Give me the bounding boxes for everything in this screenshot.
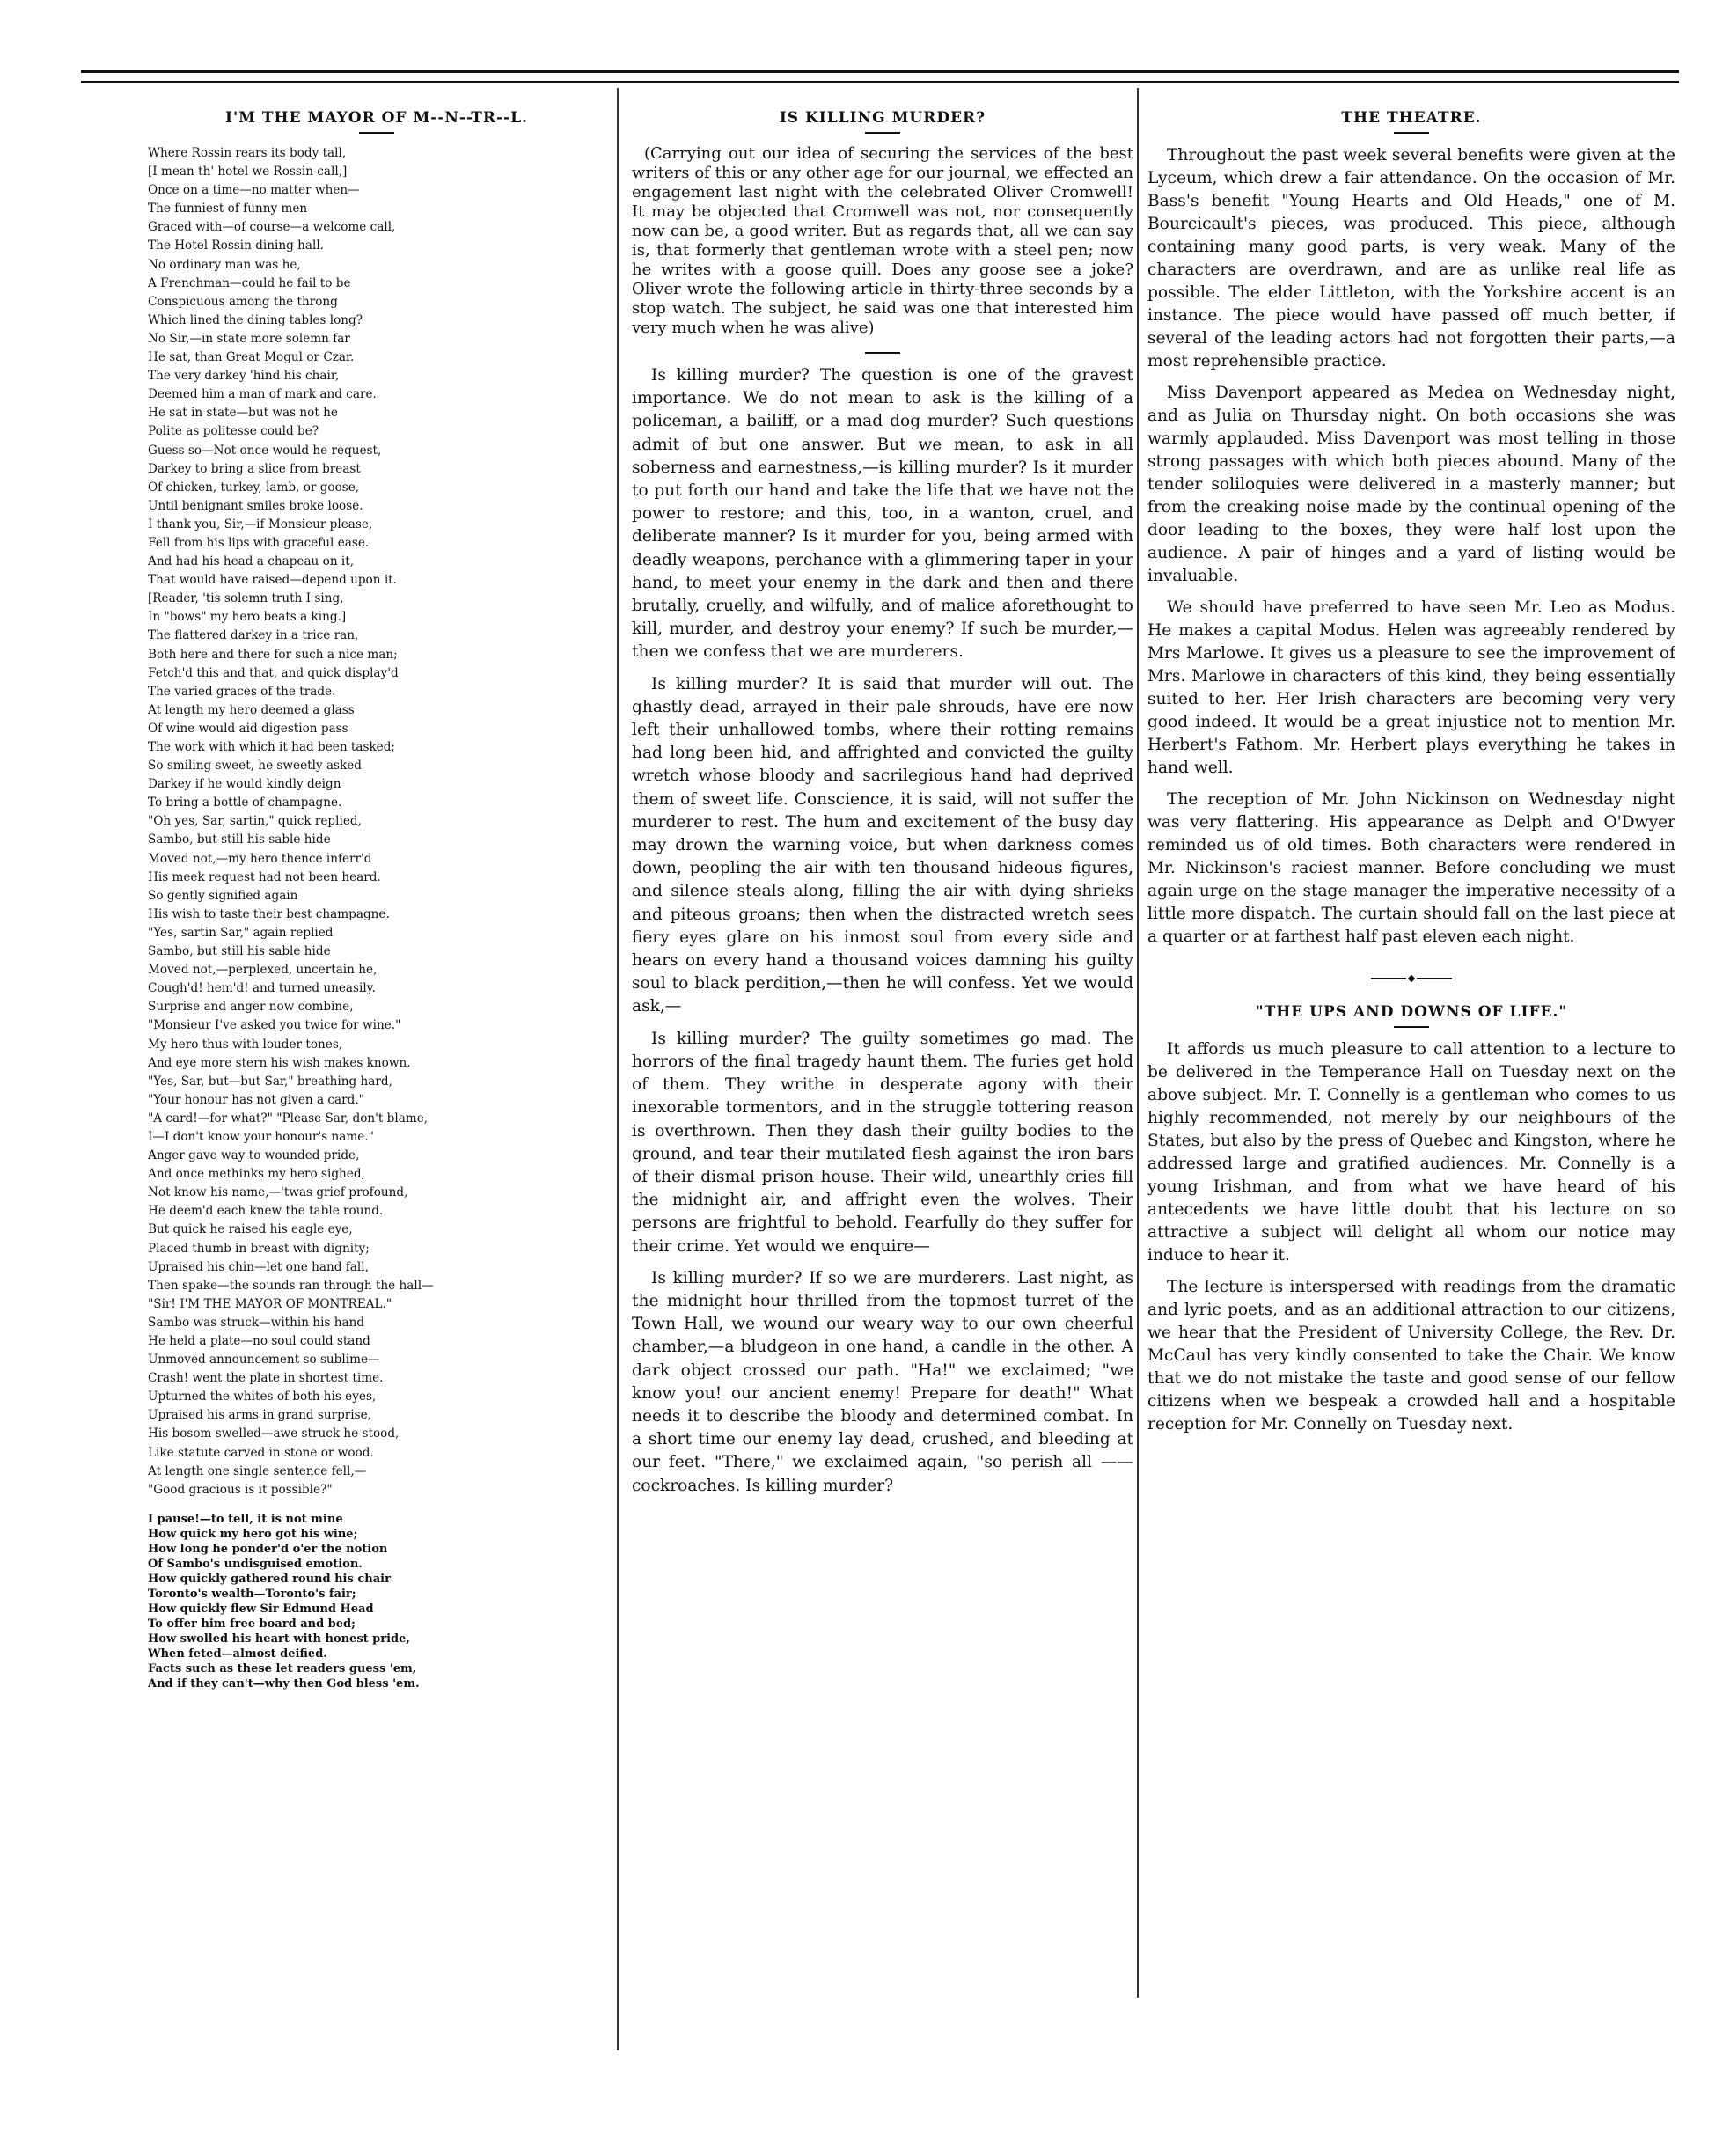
verse-line: Upraised his chin—let one hand fall, [148, 1259, 369, 1274]
verse-line: "Sir! I'M THE MAYOR OF MONTREAL." [148, 1296, 392, 1311]
verse-line: I pause!—to tell, it is not mine [148, 1512, 343, 1526]
verse-line: Once on a time—no matter when— [148, 183, 360, 198]
paragraph: The reception of Mr. John Nickinson on Wednesday night was very flattering. His appearance as Delph and O'Dwyer reminded us of old times. Both characters were rendered in Mr. Nickinson's raciest manner. Before concluding we must again urge on the stage manager the imperative necessity of a little more dispatch. The curtain should fall on the last piece at a quarter or at farthest half past eleven each night. [1147, 790, 1675, 946]
verse-line: He deem'd each knew the table round. [148, 1204, 384, 1219]
verse-line: The flattered darkey in a trice ran, [148, 628, 359, 643]
verse-line: [Reader, 'tis solemn truth I sing, [148, 591, 344, 606]
poem-closing-stanza [148, 1512, 605, 1691]
verse-line: At length one single sentence fell,— [148, 1463, 367, 1478]
verse-line: I—I don't know your honour's name." [148, 1129, 374, 1144]
verse-line: To offer him free board and bed; [148, 1617, 356, 1631]
verse-line: No Sir,—in state more solemn far [148, 331, 350, 346]
verse-line: To bring a bottle of champagne. [148, 796, 342, 810]
verse-line: Of wine would aid digestion pass [148, 721, 348, 736]
verse-line: My hero thus with louder tones, [148, 1037, 343, 1052]
verse-line: Sambo, but still his sable hide [148, 832, 331, 847]
verse-line: Of Sambo's undisguised emotion. [148, 1557, 363, 1571]
verse-line: "Yes, Sar, but—but Sar," breathing hard, [148, 1074, 392, 1089]
verse-line: Sambo was struck—within his hand [148, 1315, 365, 1330]
verse-line: When feted—almost deified. [148, 1646, 327, 1661]
verse-line: Surprise and anger now combine, [148, 1000, 354, 1015]
paragraph: Is killing murder? It is said that murder will out. The ghastly dead, arrayed in their pale shrouds, have ere now left their unhallowed tombs, where their rotting remains had long been hid, and affrighted and convicted the guilty wretch whose bloody and sacrilegious hand had deprived them of sweet life. Conscience, it is said, will not suffer the murderer to rest. The hum and excitement of the busy day may drown the warning voice, but when darkness comes down, peopling the air with ten thousand hideous figures, and silence steals along, filling the air with dying shrieks and piteous groans; then when the distracted wretch sees fiery eyes glare on his inmost soul from every side and hears on every hand a thousand voices damning his guilty soul to black perdition,—then he will confess. Yet we would ask,— [632, 674, 1133, 1016]
verse-line: In "bows" my hero beats a king.] [148, 610, 347, 625]
editorial-note-text: (Carrying out our idea of securing the services of the best writers of this or any other age for our journal, we effected an engagement last night with the celebrated Oliver Cromwell! It may be objected that Cromwell was not, nor consequently now can be, a good writer. But as regards that, all we can say is, that formerly that gentleman wrote with a steel pen; now he writes with a goose quill. Does any goose see a joke? Oliver wrote the following article in thirty-three seconds by a stop watch. The subject, he said was one that interested him very much when he was alive) [632, 144, 1133, 337]
verse-line: Not know his name,—'twas grief profound, [148, 1185, 408, 1200]
paragraph: Miss Davenport appeared as Medea on Wednesday night, and as Julia on Thursday night. On both occasions she was warmly applauded. Miss Davenport was most telling in those strong passages with which both pieces abound. Many of the tender soliloquies were delivered in a masterly manner; but from the creaking noise made by the continual opening of the door leading to the boxes, they were half lost upon the audience. A pair of hinges and a yard of listing would be invaluable. [1147, 384, 1675, 585]
verse-line: [I mean th' hotel we Rossin call,] [148, 165, 348, 180]
paragraph: Is killing murder? If so we are murderers. Last night, as the midnight hour thrilled from the topmost turret of the Town Hall, we wound our weary way to our own cheerful chamber,—a bludgeon in one hand, a candle in the other. A dark object crossed our path. "Ha!" we exclaimed; "we know you! our ancient enemy! Prepare for death!" What needs it to describe the bloody and determined combat. In a short time our enemy lay dead, crushed, and bleeding at our feet. "There," we exclaimed again, "so perish all —— cockroaches. Is killing murder? [632, 1268, 1133, 1495]
paragraph: We should have preferred to have seen Mr. Leo as Modus. He makes a capital Modus. Helen was agreeably rendered by Mrs Marlowe. It gives us a pleasure to see the improvement of Mrs. Marlowe in characters of this kind, they being essentially suited to her. Her Irish characters are becoming very very good indeed. It would be a great injustice not to mention Mr. Herbert's Fathom. Mr. Herbert plays everything he takes in hand well. [1147, 598, 1675, 777]
verse-line: The very darkey 'hind his chair, [148, 369, 340, 384]
theatre-title: THE THEATRE. [1341, 109, 1482, 127]
verse-line: Upraised his arms in grand surprise, [148, 1408, 371, 1423]
verse-line: Moved not,—my hero thence inferr'd [148, 851, 372, 866]
verse-line: He sat, than Great Mogul or Czar. [148, 350, 355, 365]
verse-line: He held a plate—no soul could stand [148, 1334, 370, 1348]
poem-body [148, 144, 605, 1500]
theatre-body [1147, 144, 1675, 949]
verse-line: Graced with—of course—a welcome call, [148, 220, 396, 235]
verse-line: He sat in state—but was not he [148, 406, 338, 421]
verse-line: Both here and there for such a nice man; [148, 647, 398, 662]
verse-line: Anger gave way to wounded pride, [148, 1148, 360, 1163]
column-divider [617, 88, 619, 2050]
article-body [632, 364, 1133, 1498]
masthead-rule [81, 70, 1679, 83]
verse-line: How long he ponder'd o'er the notion [148, 1542, 388, 1556]
verse-line: "A card!—for what?" "Please Sar, don't blame, [148, 1111, 429, 1126]
column-divider [1137, 88, 1139, 1998]
paragraph: Throughout the past week several benefits were given at the Lyceum, which drew a fair attendance. On the occasion of Mr. Bass's benefit "Young Hearts and Old Heads," one of M. Bourcicault's pieces, was produced. This piece, although containing many good parts, is very weak. Many of the characters are overdrawn, and are as unlike real life as possible. The elder Littleton, with the Yorkshire accent is an instance. The piece would have passed off much better, if several of the leading actors had not forgotten their parts,—a most reprehensible practice. [1147, 146, 1675, 370]
verse-line: Upturned the whites of both his eyes, [148, 1390, 377, 1404]
article-title: IS KILLING MURDER? [779, 109, 986, 127]
verse-line: Crash! went the plate in shortest time. [148, 1371, 384, 1386]
paragraph: The lecture is interspersed with readings from the dramatic and lyric poets, and as an additional attraction to our citizens, we hear that the President of University College, the Rev. Dr. McCaul has very kindly consented to take the Chair. We know that we do not mistake the taste and good sense of our fellow citizens when we bespeak a crowded hall and a hospitable reception for Mr. Connelly on Tuesday next. [1147, 1278, 1675, 1434]
verse-line: How swolled his heart with honest pride, [148, 1632, 410, 1646]
paragraph: Is killing murder? The question is one of the gravest importance. We do not mean to ask is the killing of a policeman, a bailiff, or a mad dog murder? Such questions admit of but one answer. But we mean, to ask in all soberness and earnestness,—is killing murder? Is it murder to put forth our hand and take the life that we have not the power to restore; and this, too, in a wanton, cruel, and deliberate manner? Is it murder for you, being armed with deadly weapons, perchance with a glimmering taper in your hand, to meet your enemy in the dark and then and there brutally, cruelly, and wilfully, and of malice aforethought to kill, murder, and destroy your enemy? If such be murder,—then we confess that we are murderers. [632, 366, 1133, 662]
verse-line: Of chicken, turkey, lamb, or goose, [148, 480, 360, 495]
section-ornament [1147, 972, 1675, 986]
verse-line: How quickly gathered round his chair [148, 1572, 391, 1586]
verse-line: No ordinary man was he, [148, 257, 301, 272]
verse-line: Like statute carved in stone or wood. [148, 1445, 374, 1460]
verse-line: And if they can't—why then God bless 'em. [148, 1676, 420, 1690]
verse-line: But quick he raised his eagle eye, [148, 1222, 353, 1237]
title-rule [1394, 132, 1429, 134]
verse-line: That would have raised—depend upon it. [148, 573, 397, 588]
verse-line: "Yes, sartin Sar," again replied [148, 925, 334, 940]
column-poem [148, 93, 605, 2117]
verse-line: Which lined the dining tables long? [148, 312, 363, 327]
verse-line: Deemed him a man of mark and care. [148, 387, 377, 402]
verse-line: And eye more stern his wish makes known. [148, 1055, 411, 1070]
title-rule [359, 132, 394, 134]
verse-line: Then spake—the sounds ran through the hall— [148, 1278, 434, 1293]
verse-line: The varied graces of the trade. [148, 684, 336, 699]
verse-line: Placed thumb in breast with dignity; [148, 1241, 370, 1256]
paragraph: It affords us much pleasure to call attention to a lecture to be delivered in the Temperance Hall on Tuesday next on the above subject. Mr. T. Connelly is a gentleman who comes to us highly recommended, not merely by our neighbours of the States, but also by the press of Quebec and Kingston, where he addressed large and gratified audiences. Mr. Connelly is a young Irishman, and from what we have heard of his antecedents we have little doubt that his lecture on so attractive a subject will delight all whom our notice may induce to hear it. [1147, 1040, 1675, 1265]
editorial-note [632, 144, 1133, 338]
paragraph: Is killing murder? The guilty sometimes go mad. The horrors of the final tragedy haunt them. The furies get hold of them. They writhe in desperate agony with their inexorable tormentors, and in the struggle tottering reason is overthrown. Then they dash their guilty bodies to the ground, and tear their mutilated flesh against the iron bars of their dismal prison house. Their wild, unearthly cries fill the midnight air, and affright even the wolves. Their persons are frightful to behold. Fearfully do they suffer for their crime. Yet would we enquire— [632, 1029, 1133, 1256]
poem-title: I'M THE MAYOR OF M--N--TR--L. [225, 109, 528, 127]
verse-line: "Oh yes, Sar, sartin," quick replied, [148, 814, 362, 829]
verse-line: And once methinks my hero sighed, [148, 1167, 365, 1182]
verse-line: I thank you, Sir,—if Monsieur please, [148, 517, 373, 532]
verse-line: And had his head a chapeau on it, [148, 554, 355, 569]
lecture-title: "THE UPS AND DOWNS OF LIFE." [1255, 1003, 1568, 1021]
verse-line: Darkey to bring a slice from breast [148, 461, 361, 476]
verse-line: Cough'd! hem'd! and turned uneasily. [148, 981, 376, 996]
verse-line: Fell from his lips with graceful ease. [148, 535, 370, 550]
verse-line: Facts such as these let readers guess 'em, [148, 1661, 417, 1676]
verse-line: The funniest of funny men [148, 202, 308, 216]
verse-line: "Good gracious is it possible?" [148, 1482, 333, 1497]
column-article-killing [632, 93, 1133, 2117]
title-rule [1394, 1026, 1429, 1028]
verse-line: The work with which it had been tasked; [148, 740, 396, 754]
verse-line: How quickly flew Sir Edmund Head [148, 1602, 374, 1616]
section-rule [865, 352, 900, 354]
verse-line: Polite as politesse could be? [148, 424, 319, 439]
verse-line: Unmoved announcement so sublime— [148, 1353, 380, 1368]
verse-line: Fetch'd this and that, and quick display'd [148, 665, 399, 680]
verse-line: Until benignant smiles broke loose. [148, 498, 363, 513]
verse-line: "Monsieur I've asked you twice for wine." [148, 1018, 401, 1033]
verse-line: Sambo, but still his sable hide [148, 944, 331, 959]
column-theatre [1147, 93, 1675, 2117]
verse-line: A Frenchman—could he fail to be [148, 275, 351, 290]
verse-line: Conspicuous among the throng [148, 294, 338, 309]
verse-line: His wish to taste their best champagne. [148, 906, 390, 921]
lecture-body [1147, 1038, 1675, 1436]
verse-line: His meek request had not been heard. [148, 869, 381, 884]
title-rule [865, 132, 900, 134]
verse-line: Darkey if he would kindly deign [148, 777, 341, 792]
verse-line: Where Rossin rears its body tall, [148, 146, 347, 160]
verse-line: At length my hero deemed a glass [148, 702, 355, 717]
verse-line: The Hotel Rossin dining hall. [148, 238, 325, 253]
verse-line: How quick my hero got his wine; [148, 1527, 358, 1541]
verse-line: "Your honour has not given a card." [148, 1092, 364, 1107]
verse-line: So smiling sweet, he sweetly asked [148, 759, 363, 774]
verse-line: Moved not,—perplexed, uncertain he, [148, 963, 378, 978]
verse-line: Guess so—Not once would he request, [148, 443, 382, 458]
verse-line: His bosom swelled—awe struck he stood, [148, 1426, 400, 1441]
verse-line: Toronto's wealth—Toronto's fair; [148, 1587, 356, 1601]
verse-line: So gently signified again [148, 888, 298, 903]
